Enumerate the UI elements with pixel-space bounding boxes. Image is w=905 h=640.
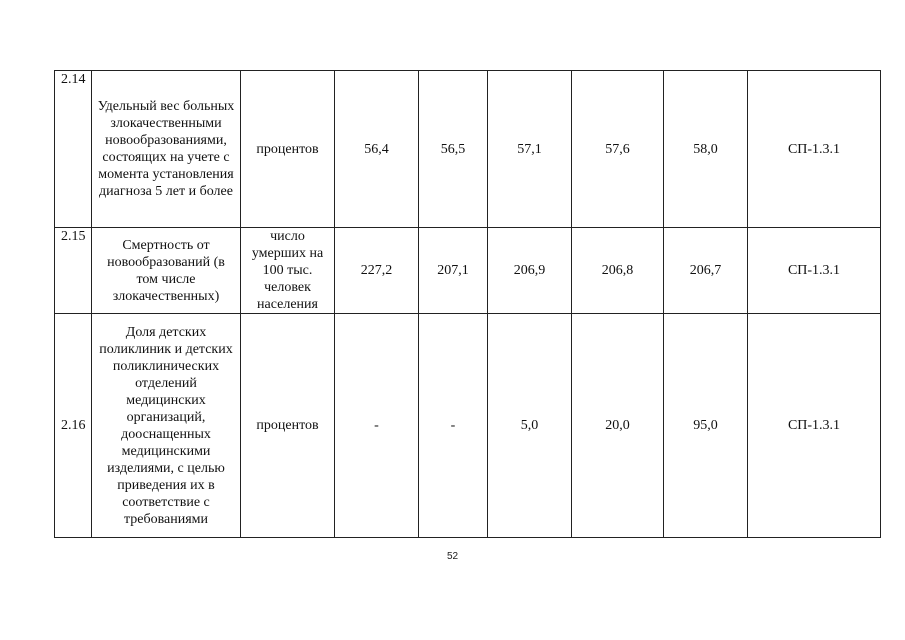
value-cell: 5,0 xyxy=(488,314,572,538)
table-row xyxy=(55,228,881,314)
value-cell: - xyxy=(335,314,419,538)
unit-cell: число умерших на 100 тыс. человек населения xyxy=(241,228,335,314)
value-cell: 206,8 xyxy=(572,228,664,314)
value-cell: 56,4 xyxy=(335,71,419,228)
source-cell: СП-1.3.1 xyxy=(748,71,881,228)
indicator-name: Доля детских поликлиник и детских поликлинических отделений медицинских организаций, дооснащенных медицинскими изделиями, с целью приведения их в соответствие с требованиями xyxy=(92,314,241,538)
value-cell: 57,6 xyxy=(572,71,664,228)
source-cell: СП-1.3.1 xyxy=(748,314,881,538)
indicator-name: Удельный вес больных злокачественными новообразованиями, состоящих на учете с момента установления диагноза 5 лет и более xyxy=(92,71,241,228)
value-cell: 56,5 xyxy=(419,71,488,228)
value-cell: 95,0 xyxy=(664,314,748,538)
value-cell: 206,9 xyxy=(488,228,572,314)
unit-cell: процентов xyxy=(241,71,335,228)
value-cell: 206,7 xyxy=(664,228,748,314)
value-cell: 57,1 xyxy=(488,71,572,228)
source-cell: СП-1.3.1 xyxy=(748,228,881,314)
value-cell: 227,2 xyxy=(335,228,419,314)
table-row xyxy=(55,71,881,228)
row-number: 2.14 xyxy=(55,71,92,228)
row-number: 2.15 xyxy=(55,228,92,314)
value-cell: 207,1 xyxy=(419,228,488,314)
value-cell: 58,0 xyxy=(664,71,748,228)
indicator-name: Смертность от новообразований (в том числе злокачественных) xyxy=(92,228,241,314)
value-cell: 20,0 xyxy=(572,314,664,538)
value-cell: - xyxy=(419,314,488,538)
table-row xyxy=(55,314,881,538)
page-number: 52 xyxy=(446,551,459,562)
unit-cell: процентов xyxy=(241,314,335,538)
indicators-table xyxy=(54,70,881,538)
row-number: 2.16 xyxy=(55,314,92,538)
